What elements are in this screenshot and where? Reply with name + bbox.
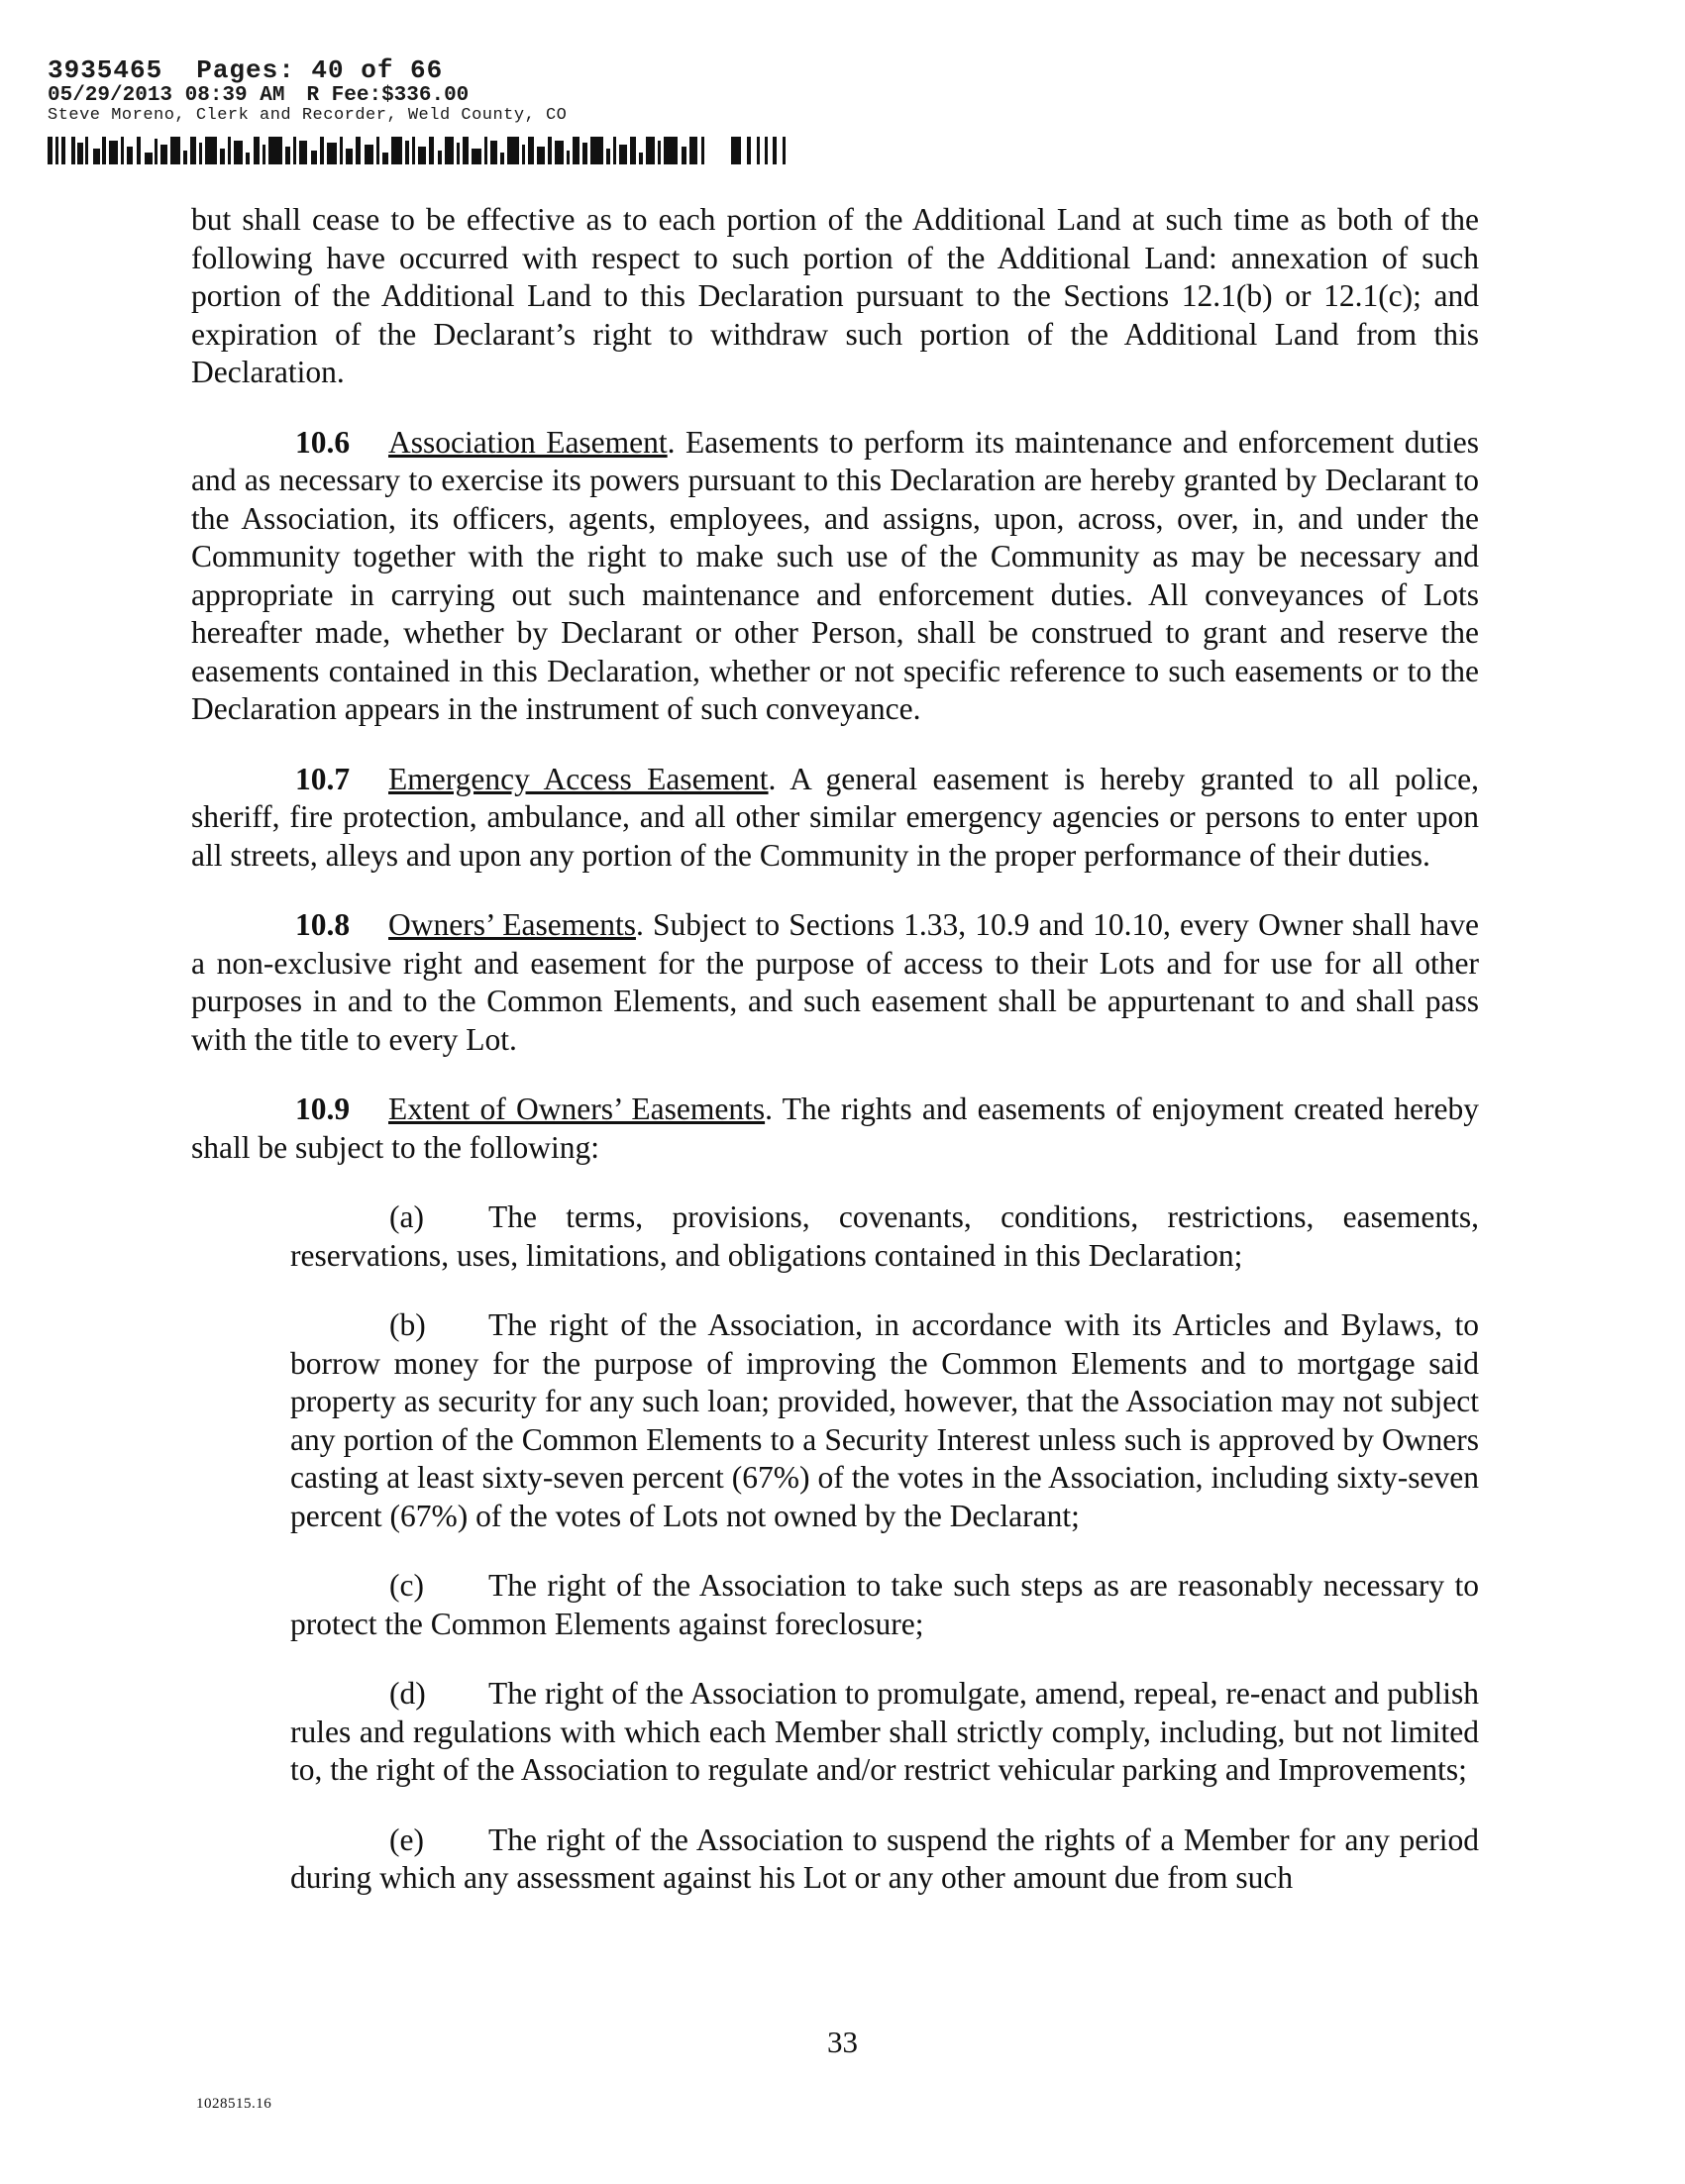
subsection-text: The right of the Association to suspend the rights of a Member for any period during which any assessment against his Lot or any other amount due from such (290, 1821, 1479, 1895)
reception-number: 3935465 (48, 55, 163, 85)
subsection-c (290, 1567, 1479, 1643)
recorder-name: Steve Moreno, Clerk and Recorder, Weld County, CO (48, 106, 568, 125)
subsection-label: (e) (389, 1821, 424, 1857)
section-number: 10.7 (295, 761, 351, 796)
section-text: The rights and easements of enjoyment created hereby shall be subject to the following: (191, 1092, 1479, 1165)
section-number: 10.8 (295, 907, 351, 942)
section-text: A general easement is hereby granted to all police, sheriff, fire protection, ambulance, and all other similar emergency agencies or persons to enter upon all streets, alleys and upon any portion of the Community in the proper performance of their duties. (191, 761, 1479, 873)
recording-barcode (48, 135, 792, 164)
subsection-label: (b) (389, 1307, 426, 1342)
recording-stamp (48, 57, 567, 124)
subsection-d (290, 1675, 1479, 1790)
section-text: Easements to perform its maintenance and enforcement duties and as necessary to exercise its powers pursuant to this Declaration are hereby granted by Declarant to the Association, its officers, agents, employees, and assigns, upon, across, over, in, and under the Community together with the right to make such use of the Community as may be necessary and appropriate in carrying out such maintenance and enforcement duties. All conveyances of Lots hereafter made, whether by Declarant or other Person, shall be construed to grant and reserve the easements contained in this Declaration, whether or not specific reference to such easements or to the Declaration appears in the instrument of such conveyance. (191, 424, 1479, 726)
section-10-6: 10.6 Association Easement. Easements to perform its maintenance and enforcement duties and as necessary to exercise its powers pursuant to this Declaration are hereby granted by Declarant to the Association, its officers, agents, employees, and assigns, upon, across, over, in, and under the Community together with the right to make such use of the Community as may be necessary and appropriate in carrying out such maintenance and enforcement duties. All conveyances of Lots hereafter made, whether by Declarant or other Person, shall be construed to grant and reserve the easements contained in this Declaration, whether or not specific reference to such easements or to the Declaration appears in the instrument of such conveyance. (191, 424, 1479, 726)
section-heading: Association Easement (388, 424, 668, 460)
subsection-text: The terms, provisions, covenants, conditions, restrictions, easements, reservations, uses, limitations, and obligations contained in this Declaration; (290, 1199, 1479, 1273)
document-id: 1028515.16 (196, 2096, 272, 2112)
section-text: Subject to Sections 1.33, 10.9 and 10.10, every Owner shall have a non-exclusive right and easement for the purpose of access to their Lots and for use for all other purposes in and to the Common Elements, and such easement shall be appurtenant to and shall pass with the title to every Lot. (191, 907, 1479, 1057)
page-number: 33 (827, 2025, 858, 2059)
subsection-text: The right of the Association, in accordance with its Articles and Bylaws, to borrow money for the purpose of improving the Common Elements and to mortgage said property as security for any such loan; provided, however, that the Association may not subject any portion of the Common Elements to a Security Interest unless such is approved by Owners casting at least sixty-seven percent (67%) of the votes in the Association, including sixty-seven percent (67%) of the votes of Lots not owned by the Declarant; (290, 1307, 1479, 1533)
section-heading: Emergency Access Easement (388, 761, 769, 796)
subsection-label: (c) (389, 1568, 424, 1603)
continuation-paragraph: but shall cease to be effective as to each portion of the Additional Land at such time as both of the following have occurred with respect to such portion of the Additional Land: annexation of such portion of the Additional Land to this Declaration pursuant to the Sections 12.1(b) or 12.1(c); and expiration of the Declarant’s right to withdraw such portion of the Additional Land from this Declaration. (191, 202, 1479, 389)
section-heading: Owners’ Easements (388, 907, 636, 942)
section-10-8: 10.8 Owners’ Easements. Subject to Sections 1.33, 10.9 and 10.10, every Owner shall have a non-exclusive right and easement for the purpose of access to their Lots and for use for all other purposes in and to the Common Elements, and such easement shall be appurtenant to and shall pass with the title to every Lot. (191, 907, 1479, 1057)
section-number: 10.9 (295, 1092, 351, 1126)
subsection-a (290, 1198, 1479, 1275)
section-number: 10.6 (295, 424, 351, 460)
subsection-text: The right of the Association to take such steps as are reasonably necessary to protect the Common Elements against foreclosure; (290, 1568, 1479, 1641)
subsection-b (290, 1306, 1479, 1535)
page-count: Pages: 40 of 66 (196, 55, 444, 85)
recording-date-time: 05/29/2013 08:39 AM (48, 84, 285, 107)
section-heading: Extent of Owners’ Easements (388, 1092, 766, 1126)
section-10-9: 10.9 Extent of Owners’ Easements. The rights and easements of enjoyment created hereby shall be subject to the following: (191, 1092, 1479, 1165)
recording-fee: R Fee:$336.00 (306, 84, 470, 107)
subsection-label: (d) (389, 1676, 426, 1711)
document-body (191, 201, 1479, 1929)
section-10-7: 10.7 Emergency Access Easement. A general easement is hereby granted to all police, sheriff, fire protection, ambulance, and all other similar emergency agencies or persons to enter upon all streets, alleys and upon any portion of the Community in the proper performance of their duties. (191, 761, 1479, 873)
subsection-label: (a) (389, 1199, 424, 1234)
subsection-text: The right of the Association to promulgate, amend, repeal, re-enact and publish rules and regulations with which each Member shall strictly comply, including, but not limited to, the right of the Association to regulate and/or restrict vehicular parking and Improvements; (290, 1676, 1479, 1787)
subsection-e (290, 1821, 1479, 1898)
